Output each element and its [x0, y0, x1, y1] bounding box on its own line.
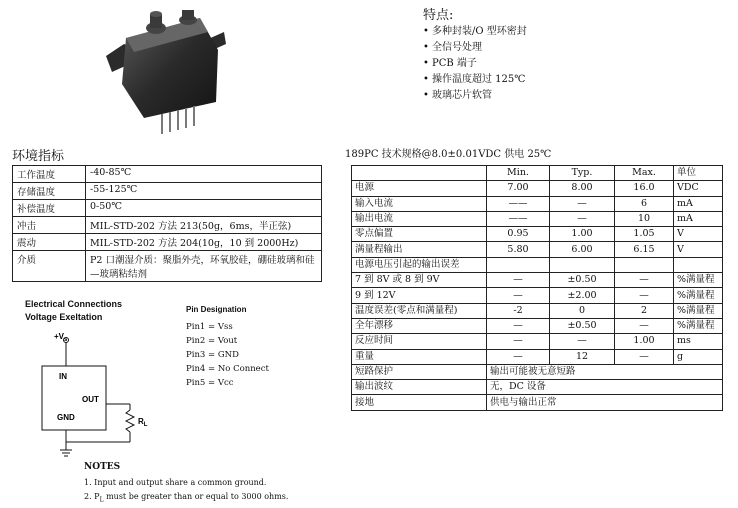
list-item: Pin2 = Vout: [186, 336, 238, 346]
list-item: Pin1 = Vss: [186, 322, 233, 332]
table-cell: 存储温度: [13, 183, 86, 200]
voltage-excitation-title: Voltage Exeltation: [25, 312, 103, 322]
table-cell: -2: [487, 303, 550, 318]
table-cell: —: [550, 211, 615, 226]
table-cell: %满量程: [674, 303, 723, 318]
table-cell: VDC: [674, 181, 723, 196]
table-row: [352, 181, 723, 196]
list-item: • 操作温度超过 125℃: [423, 72, 527, 88]
table-cell: 10: [615, 211, 674, 226]
table-row: [13, 200, 322, 217]
table-cell: 介质: [13, 251, 86, 282]
table-cell: 重量: [352, 349, 487, 364]
table-cell: g: [674, 349, 723, 364]
spec-title: 189PC 技术规格@8.0±0.01VDC 供电 25℃: [345, 149, 552, 160]
environment-title: 环境指标: [12, 149, 65, 164]
table-header-cell: Max.: [615, 166, 674, 181]
rl-label: $R_L$: [138, 417, 148, 428]
pin-list: [186, 320, 269, 390]
table-cell: 1.00: [550, 227, 615, 242]
table-cell: 0.95: [487, 227, 550, 242]
table-row: [352, 227, 723, 242]
table-cell: —: [487, 334, 550, 349]
table-cell: 零点偏置: [352, 227, 487, 242]
table-cell: 输出电流: [352, 211, 487, 226]
table-cell: 6: [615, 196, 674, 211]
table-cell: ms: [674, 334, 723, 349]
table-cell: [674, 257, 723, 272]
vs-label: $+V_s$: [54, 332, 68, 343]
table-cell: 1.00: [615, 334, 674, 349]
features-title: 特点:: [423, 8, 454, 23]
table-cell: 7 到 8V 或 8 到 9V: [352, 273, 487, 288]
table-cell: ±0.50: [550, 318, 615, 333]
note-line: 1. Input and output share a common ground.: [84, 478, 267, 487]
table-row: [352, 364, 723, 379]
table-cell: 输入电流: [352, 196, 487, 211]
table-cell: 电源电压引起的输出误差: [352, 257, 487, 272]
table-cell: ±2.00: [550, 288, 615, 303]
table-cell: 无，DC 设备: [487, 380, 723, 395]
table-cell: —: [615, 318, 674, 333]
note-line: 2. $P_L$ must be greater than or equal to 3000 ohms.: [84, 492, 289, 504]
table-cell: 0: [550, 303, 615, 318]
gnd-pin-label: GND: [57, 413, 75, 422]
table-row: [352, 273, 723, 288]
table-cell: V: [674, 227, 723, 242]
table-cell: —: [487, 349, 550, 364]
table-header-cell: Typ.: [550, 166, 615, 181]
table-cell: 补偿温度: [13, 200, 86, 217]
table-cell: 满量程输出: [352, 242, 487, 257]
table-row: [13, 166, 322, 183]
table-row: [352, 318, 723, 333]
table-cell: mA: [674, 196, 723, 211]
table-row: [352, 288, 723, 303]
table-cell: 8.00: [550, 181, 615, 196]
table-cell: 12: [550, 349, 615, 364]
table-cell: —: [550, 334, 615, 349]
table-cell: 5.80: [487, 242, 550, 257]
table-row: [352, 242, 723, 257]
table-cell: 供电与输出正常: [487, 395, 723, 410]
table-cell: %满量程: [674, 318, 723, 333]
table-cell: —: [487, 288, 550, 303]
table-row: [352, 395, 723, 410]
environment-table: [12, 165, 322, 282]
table-row: [352, 380, 723, 395]
list-item: • 全信号处理: [423, 40, 527, 56]
table-cell: —: [487, 318, 550, 333]
notes-body: [84, 476, 288, 508]
table-cell: %满量程: [674, 273, 723, 288]
table-cell: —: [550, 196, 615, 211]
list-item: Pin3 = GND: [186, 350, 239, 360]
table-cell: [615, 257, 674, 272]
table-header-cell: [352, 166, 487, 181]
notes-title: NOTES: [84, 462, 121, 472]
table-cell: 16.0: [615, 181, 674, 196]
table-row: [352, 211, 723, 226]
load-resistor-icon: [126, 410, 134, 432]
electrical-connections-title: [25, 298, 122, 324]
circuit-diagram: [20, 330, 170, 458]
table-cell: 接地: [352, 395, 487, 410]
table-cell: —: [615, 288, 674, 303]
table-cell: MIL-STD-202 方法 213(50g，6ms，半正弦): [86, 217, 322, 234]
table-cell: 全年漂移: [352, 318, 487, 333]
table-cell: —: [615, 349, 674, 364]
table-cell: 冲击: [13, 217, 86, 234]
table-cell: P2 口潮湿介质：聚脂外壳，环氧胶硅，硼硅玻璃和硅—玻璃粘结剂: [86, 251, 322, 282]
table-cell: 工作温度: [13, 166, 86, 183]
table-row: [352, 196, 723, 211]
table-row: [352, 257, 723, 272]
table-cell: 反应时间: [352, 334, 487, 349]
table-cell: —: [615, 273, 674, 288]
table-cell: 短路保护: [352, 364, 487, 379]
features-list: [423, 24, 527, 104]
table-cell: MIL-STD-202 方法 204(10g，10 到 2000Hz): [86, 234, 322, 251]
table-cell: 输出可能被无意短路: [487, 364, 723, 379]
table-row: [352, 303, 723, 318]
table-cell: 6.15: [615, 242, 674, 257]
list-item: Pin5 = Vcc: [186, 378, 234, 388]
table-cell: 6.00: [550, 242, 615, 257]
table-row: [13, 217, 322, 234]
table-cell: ——: [487, 211, 550, 226]
table-row: [13, 183, 322, 200]
table-cell: 输出波纹: [352, 380, 487, 395]
table-cell: [487, 257, 550, 272]
table-cell: 2: [615, 303, 674, 318]
table-cell: -55-125℃: [86, 183, 322, 200]
table-row: [13, 251, 322, 282]
spec-table: [351, 165, 723, 411]
list-item: • 玻璃芯片软管: [423, 88, 527, 104]
sensor-product-photo: [98, 10, 236, 136]
pin-designation-title: Pin Designation: [186, 305, 247, 314]
table-cell: 电源: [352, 181, 487, 196]
table-cell: 9 到 12V: [352, 288, 487, 303]
table-header-cell: Min.: [487, 166, 550, 181]
out-pin-label: OUT: [82, 395, 99, 404]
table-cell: [550, 257, 615, 272]
table-cell: 0-50℃: [86, 200, 322, 217]
table-cell: ——: [487, 196, 550, 211]
table-cell: 7.00: [487, 181, 550, 196]
table-row: [352, 349, 723, 364]
table-header-cell: 单位: [674, 166, 723, 181]
table-cell: 震动: [13, 234, 86, 251]
table-cell: -40-85℃: [86, 166, 322, 183]
table-header-row: [352, 166, 723, 181]
table-cell: mA: [674, 211, 723, 226]
electrical-title-line: Electrical Connections: [25, 299, 123, 309]
table-cell: %满量程: [674, 288, 723, 303]
list-item: • 多种封装/O 型环密封: [423, 24, 527, 40]
table-cell: V: [674, 242, 723, 257]
table-cell: ±0.50: [550, 273, 615, 288]
list-item: Pin4 = No Connect: [186, 364, 269, 374]
table-row: [352, 334, 723, 349]
table-cell: 1.05: [615, 227, 674, 242]
table-cell: —: [487, 273, 550, 288]
table-row: [13, 234, 322, 251]
table-cell: 温度误差(零点和满量程): [352, 303, 487, 318]
in-pin-label: IN: [59, 372, 67, 381]
list-item: • PCB 端子: [423, 56, 527, 72]
